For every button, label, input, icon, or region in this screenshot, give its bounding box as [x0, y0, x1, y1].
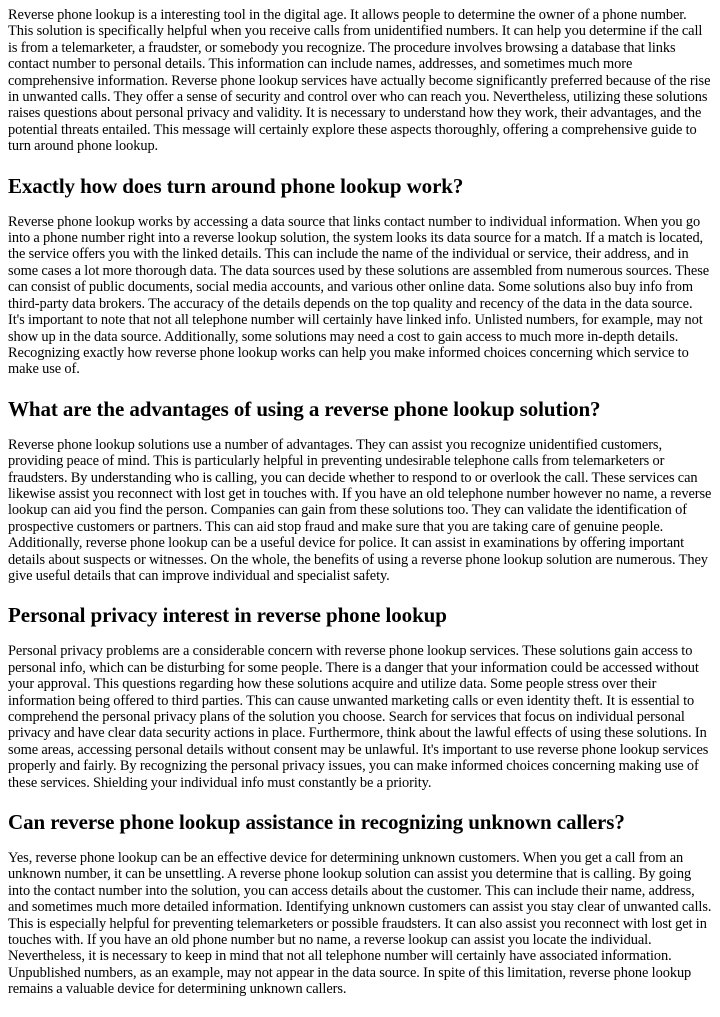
section-paragraph: Yes, reverse phone lookup can be an effective device for determining unknown customers. When you get a call from an unknown number, it can be unsettling. A reverse phone lookup solution can assist you determine that is calling. By going into the contact number into the solution, you can access details about the customer. This can include their name, address, and sometimes much more detailed information. Identifying unknown customers can assist you stay clear of unwanted calls. This is especially helpful for preventing telemarketers or possible fraudsters. It can also assist you reconnect with lost get in touches with. If you have an old phone number but no name, a reverse lookup can assist you locate the individual. Nevertheless, it is necessary to keep in mind that not all telephone number will certainly have associated information. Unpublished numbers, as an example, may not appear in the data source. In spite of this limitation, reverse phone lookup remains a valuable device for determining unknown callers.: [8, 850, 712, 998]
section-paragraph: Reverse phone lookup works by accessing a data source that links contact number to individual information. When you go into a phone number right into a reverse lookup solution, the system looks its data source for a match. If a match is located, the service offers you with the linked details. This can include the name of the individual or service, their address, and in some cases a lot more thorough data. The data sources used by these solutions are assembled from numerous sources. These can consist of public documents, social media accounts, and various other online data. Some solutions also buy info from third-party data brokers. The accuracy of the details depends on the top quality and recency of the data in the data source. It's important to note that not all telephone number will certainly have linked info. Unlisted numbers, for example, may not show up in the data source. Additionally, some solutions may need a cost to gain access to much more in-depth details. Recognizing exactly how reverse phone lookup works can help you make informed choices concerning which service to make use of.: [8, 213, 710, 378]
section-heading: What are the advantages of using a reverse phone lookup solution?: [8, 396, 601, 421]
section-paragraph: Personal privacy problems are a considerable concern with reverse phone lookup services. These solutions gain access to personal info, which can be disturbing for some people. There is a danger that your information could be accessed without your approval. This questions regarding how these solutions acquire and utilize data. Some people stress over their information being offered to third parties. This can cause unwanted marketing calls or even identity theft. It is essential to comprehend the personal privacy plans of the solution you choose. Search for services that focus on individual personal privacy and have clear data security actions in place. Furthermore, think about the lawful effects of using these solutions. In some areas, accessing personal details without consent may be unlawful. It's important to use reverse phone lookup services properly and fairly. By recognizing the personal privacy issues, you can make informed choices concerning making use of these services. Shielding your individual info must constantly be a priority.: [8, 643, 709, 791]
section-heading: Personal privacy interest in reverse phone lookup: [8, 603, 447, 628]
intro-paragraph: Reverse phone lookup is a interesting tool in the digital age. It allows people to determine the owner of a phone number. This solution is specifically helpful when you receive calls from unidentified numbers. It can help you determine if the call is from a telemarketer, a fraudster, or somebody you recognize. The procedure involves browsing a database that links contact number to personal details. This information can include names, addresses, and sometimes much more comprehensive information. Reverse phone lookup services have actually become significantly preferred because of the rise in unwanted calls. They offer a sense of security and control over who can reach you. Nevertheless, utilizing these solutions raises questions about personal privacy and validity. It is necessary to understand how they work, their advantages, and the potential threats entailed. This message will certainly explore these aspects thoroughly, offering a comprehensive guide to turn around phone lookup.: [8, 7, 711, 155]
section-paragraph: Reverse phone lookup solutions use a number of advantages. They can assist you recognize unidentified customers, providing peace of mind. This is particularly helpful in preventing undesirable telephone calls from telemarketers or fraudsters. By understanding who is calling, you can decide whether to respond to or overlook the call. These services can likewise assist you reconnect with lost get in touches with. If you have an old telephone number however no name, a reverse lookup can aid you find the person. Companies can gain from these solutions too. They can validate the identification of prospective customers or partners. This can aid stop fraud and make sure that you are taking care of genuine people. Additionally, reverse phone lookup can be a useful device for police. It can assist in examinations by offering important details about suspects or witnesses. On the whole, the benefits of using a reverse phone lookup solution are numerous. They give useful details that can improve individual and specialist safety.: [8, 436, 712, 584]
section-heading: Exactly how does turn around phone lookup work?: [8, 173, 464, 198]
section-heading: Can reverse phone lookup assistance in recognizing unknown callers?: [8, 810, 625, 835]
